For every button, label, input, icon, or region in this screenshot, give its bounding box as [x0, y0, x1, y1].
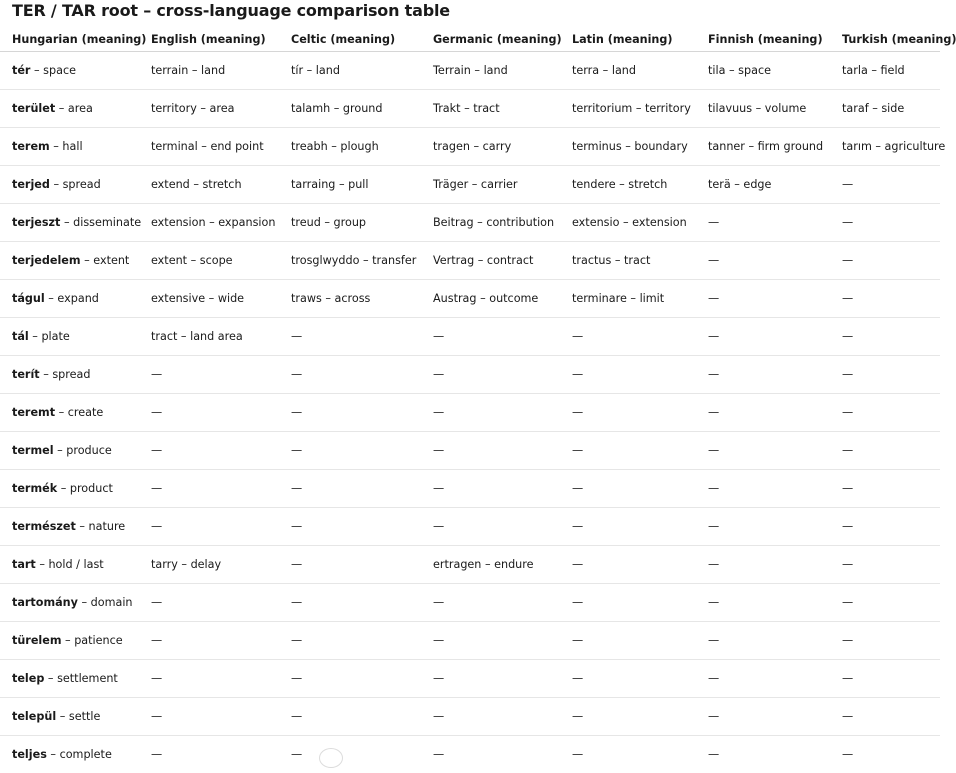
hungarian-word: tartomány	[12, 596, 78, 609]
cell-english: —	[139, 470, 279, 508]
cell-english: —	[139, 584, 279, 622]
hungarian-meaning: – spread	[50, 178, 101, 191]
hungarian-meaning: – space	[30, 64, 76, 77]
column-header-latin: Latin (meaning)	[560, 27, 696, 52]
cell-finnish: —	[696, 318, 830, 356]
cell-turkish: —	[830, 736, 940, 773]
column-header-turkish: Turkish (meaning)	[830, 27, 940, 52]
column-header-celtic: Celtic (meaning)	[279, 27, 421, 52]
cell-english: extend – stretch	[139, 166, 279, 204]
cell-latin: —	[560, 470, 696, 508]
hungarian-word: terület	[12, 102, 55, 115]
cell-celtic: —	[279, 508, 421, 546]
cell-english: —	[139, 660, 279, 698]
cell-latin: tractus – tract	[560, 242, 696, 280]
cell-germanic: ertragen – endure	[421, 546, 560, 584]
table-row	[0, 508, 940, 546]
cell-finnish: —	[696, 508, 830, 546]
cell-germanic: —	[421, 508, 560, 546]
cell-turkish: taraf – side	[830, 90, 940, 128]
cell-celtic: talamh – ground	[279, 90, 421, 128]
cell-turkish: —	[830, 660, 940, 698]
hungarian-word: terem	[12, 140, 50, 153]
hungarian-meaning: – expand	[45, 292, 99, 305]
cell-turkish: —	[830, 432, 940, 470]
cell-hungarian	[0, 90, 139, 128]
hungarian-word: tál	[12, 330, 29, 343]
cell-hungarian	[0, 128, 139, 166]
cell-hungarian	[0, 166, 139, 204]
cell-hungarian	[0, 698, 139, 736]
cell-celtic: tír – land	[279, 52, 421, 90]
cell-celtic: treud – group	[279, 204, 421, 242]
column-header-english: English (meaning)	[139, 27, 279, 52]
cell-finnish: tanner – firm ground	[696, 128, 830, 166]
hungarian-meaning: – complete	[47, 748, 112, 761]
cell-celtic: —	[279, 698, 421, 736]
hungarian-meaning: – domain	[78, 596, 133, 609]
cell-germanic: —	[421, 736, 560, 773]
table-row	[0, 204, 940, 242]
cell-finnish: —	[696, 394, 830, 432]
cell-turkish: —	[830, 546, 940, 584]
cell-english: —	[139, 622, 279, 660]
table-row	[0, 546, 940, 584]
hungarian-meaning: – produce	[54, 444, 112, 457]
cell-turkish: —	[830, 356, 940, 394]
column-header-finnish: Finnish (meaning)	[696, 27, 830, 52]
cell-turkish: —	[830, 280, 940, 318]
cell-hungarian	[0, 394, 139, 432]
table-row	[0, 52, 940, 90]
cell-english: extent – scope	[139, 242, 279, 280]
cell-hungarian	[0, 736, 139, 773]
scroll-down-button[interactable]	[319, 748, 343, 768]
cell-latin: —	[560, 660, 696, 698]
cell-celtic: —	[279, 660, 421, 698]
cell-finnish: —	[696, 660, 830, 698]
cell-turkish: —	[830, 584, 940, 622]
cell-finnish: —	[696, 242, 830, 280]
cell-finnish: terä – edge	[696, 166, 830, 204]
cell-celtic: —	[279, 356, 421, 394]
cell-turkish: —	[830, 204, 940, 242]
cell-english: extensive – wide	[139, 280, 279, 318]
table-row	[0, 584, 940, 622]
hungarian-word: tér	[12, 64, 30, 77]
hungarian-word: tágul	[12, 292, 45, 305]
cell-germanic: —	[421, 318, 560, 356]
cell-hungarian	[0, 584, 139, 622]
cell-english: extension – expansion	[139, 204, 279, 242]
cell-germanic: —	[421, 698, 560, 736]
cell-hungarian	[0, 660, 139, 698]
cell-latin: —	[560, 736, 696, 773]
cell-turkish: —	[830, 318, 940, 356]
cell-celtic: treabh – plough	[279, 128, 421, 166]
hungarian-word: települ	[12, 710, 56, 723]
cell-celtic: —	[279, 736, 421, 773]
cell-germanic: Träger – carrier	[421, 166, 560, 204]
hungarian-meaning: – hold / last	[36, 558, 104, 571]
hungarian-meaning: – create	[55, 406, 103, 419]
hungarian-meaning: – nature	[76, 520, 125, 533]
cell-hungarian	[0, 242, 139, 280]
cell-finnish: —	[696, 204, 830, 242]
cell-finnish: —	[696, 280, 830, 318]
cell-celtic: —	[279, 394, 421, 432]
cell-latin: tendere – stretch	[560, 166, 696, 204]
cell-latin: extensio – extension	[560, 204, 696, 242]
hungarian-word: termel	[12, 444, 54, 457]
cell-english: terminal – end point	[139, 128, 279, 166]
column-header-germanic: Germanic (meaning)	[421, 27, 560, 52]
cell-germanic: tragen – carry	[421, 128, 560, 166]
cell-english: —	[139, 508, 279, 546]
cell-turkish: —	[830, 508, 940, 546]
hungarian-meaning: – area	[55, 102, 93, 115]
cell-latin: —	[560, 356, 696, 394]
hungarian-meaning: – spread	[40, 368, 91, 381]
cell-latin: terminare – limit	[560, 280, 696, 318]
cell-latin: —	[560, 394, 696, 432]
cell-germanic: —	[421, 356, 560, 394]
cell-turkish: —	[830, 622, 940, 660]
table-row	[0, 622, 940, 660]
cell-germanic: Austrag – outcome	[421, 280, 560, 318]
page-title: TER / TAR root – cross-language comparison table	[12, 0, 450, 22]
cell-finnish: —	[696, 546, 830, 584]
cell-english: tract – land area	[139, 318, 279, 356]
cell-latin: —	[560, 508, 696, 546]
cell-hungarian	[0, 52, 139, 90]
table-row	[0, 318, 940, 356]
cell-finnish: —	[696, 356, 830, 394]
cell-germanic: Trakt – tract	[421, 90, 560, 128]
cell-english: —	[139, 432, 279, 470]
cell-germanic: Terrain – land	[421, 52, 560, 90]
cell-english: terrain – land	[139, 52, 279, 90]
cell-germanic: —	[421, 660, 560, 698]
table-row	[0, 394, 940, 432]
cell-english: —	[139, 736, 279, 773]
cell-latin: —	[560, 698, 696, 736]
cell-hungarian	[0, 508, 139, 546]
hungarian-meaning: – hall	[50, 140, 83, 153]
table-row	[0, 660, 940, 698]
cell-celtic: —	[279, 470, 421, 508]
cell-latin: —	[560, 546, 696, 584]
cell-germanic: —	[421, 584, 560, 622]
cell-turkish: tarım – agriculture	[830, 128, 940, 166]
cell-germanic: Vertrag – contract	[421, 242, 560, 280]
cell-turkish: —	[830, 242, 940, 280]
cell-celtic: —	[279, 432, 421, 470]
table-row	[0, 432, 940, 470]
cell-finnish: tila – space	[696, 52, 830, 90]
hungarian-word: teremt	[12, 406, 55, 419]
hungarian-meaning: – product	[57, 482, 113, 495]
cell-finnish: —	[696, 432, 830, 470]
cell-hungarian	[0, 356, 139, 394]
cell-germanic: —	[421, 432, 560, 470]
hungarian-word: türelem	[12, 634, 62, 647]
cell-hungarian	[0, 546, 139, 584]
cell-germanic: —	[421, 394, 560, 432]
cell-celtic: —	[279, 546, 421, 584]
comparison-table	[0, 27, 940, 773]
table-row	[0, 736, 940, 773]
cell-finnish: —	[696, 584, 830, 622]
hungarian-meaning: – extent	[81, 254, 130, 267]
table-row	[0, 280, 940, 318]
hungarian-word: terjeszt	[12, 216, 60, 229]
table-row	[0, 242, 940, 280]
cell-hungarian	[0, 622, 139, 660]
table-row	[0, 470, 940, 508]
cell-celtic: traws – across	[279, 280, 421, 318]
cell-celtic: trosglwyddo – transfer	[279, 242, 421, 280]
table-row	[0, 166, 940, 204]
cell-latin: terra – land	[560, 52, 696, 90]
table-row	[0, 356, 940, 394]
hungarian-word: terjedelem	[12, 254, 81, 267]
cell-latin: —	[560, 432, 696, 470]
hungarian-meaning: – settle	[56, 710, 100, 723]
cell-celtic: tarraing – pull	[279, 166, 421, 204]
cell-hungarian	[0, 470, 139, 508]
table-header-row	[0, 27, 940, 52]
cell-hungarian	[0, 204, 139, 242]
cell-celtic: —	[279, 318, 421, 356]
cell-hungarian	[0, 280, 139, 318]
cell-hungarian	[0, 318, 139, 356]
cell-finnish: —	[696, 470, 830, 508]
hungarian-word: termék	[12, 482, 57, 495]
cell-latin: territorium – territory	[560, 90, 696, 128]
cell-celtic: —	[279, 584, 421, 622]
cell-germanic: —	[421, 622, 560, 660]
cell-english: —	[139, 394, 279, 432]
cell-latin: —	[560, 318, 696, 356]
cell-english: tarry – delay	[139, 546, 279, 584]
hungarian-word: terjed	[12, 178, 50, 191]
column-header-hungarian: Hungarian (meaning)	[0, 27, 139, 52]
cell-finnish: —	[696, 736, 830, 773]
cell-turkish: —	[830, 394, 940, 432]
hungarian-meaning: – disseminate	[60, 216, 141, 229]
cell-germanic: Beitrag – contribution	[421, 204, 560, 242]
cell-latin: terminus – boundary	[560, 128, 696, 166]
hungarian-word: teljes	[12, 748, 47, 761]
cell-latin: —	[560, 584, 696, 622]
hungarian-meaning: – settlement	[44, 672, 117, 685]
cell-hungarian	[0, 432, 139, 470]
cell-germanic: —	[421, 470, 560, 508]
cell-finnish: —	[696, 622, 830, 660]
hungarian-meaning: – patience	[62, 634, 123, 647]
cell-latin: —	[560, 622, 696, 660]
table-row	[0, 698, 940, 736]
table-row	[0, 90, 940, 128]
table-row	[0, 128, 940, 166]
hungarian-word: természet	[12, 520, 76, 533]
cell-english: —	[139, 698, 279, 736]
hungarian-meaning: – plate	[29, 330, 70, 343]
cell-turkish: tarla – field	[830, 52, 940, 90]
hungarian-word: tart	[12, 558, 36, 571]
hungarian-word: telep	[12, 672, 44, 685]
cell-turkish: —	[830, 698, 940, 736]
hungarian-word: terít	[12, 368, 40, 381]
cell-turkish: —	[830, 470, 940, 508]
cell-english: —	[139, 356, 279, 394]
cell-english: territory – area	[139, 90, 279, 128]
cell-finnish: —	[696, 698, 830, 736]
cell-celtic: —	[279, 622, 421, 660]
cell-turkish: —	[830, 166, 940, 204]
cell-finnish: tilavuus – volume	[696, 90, 830, 128]
